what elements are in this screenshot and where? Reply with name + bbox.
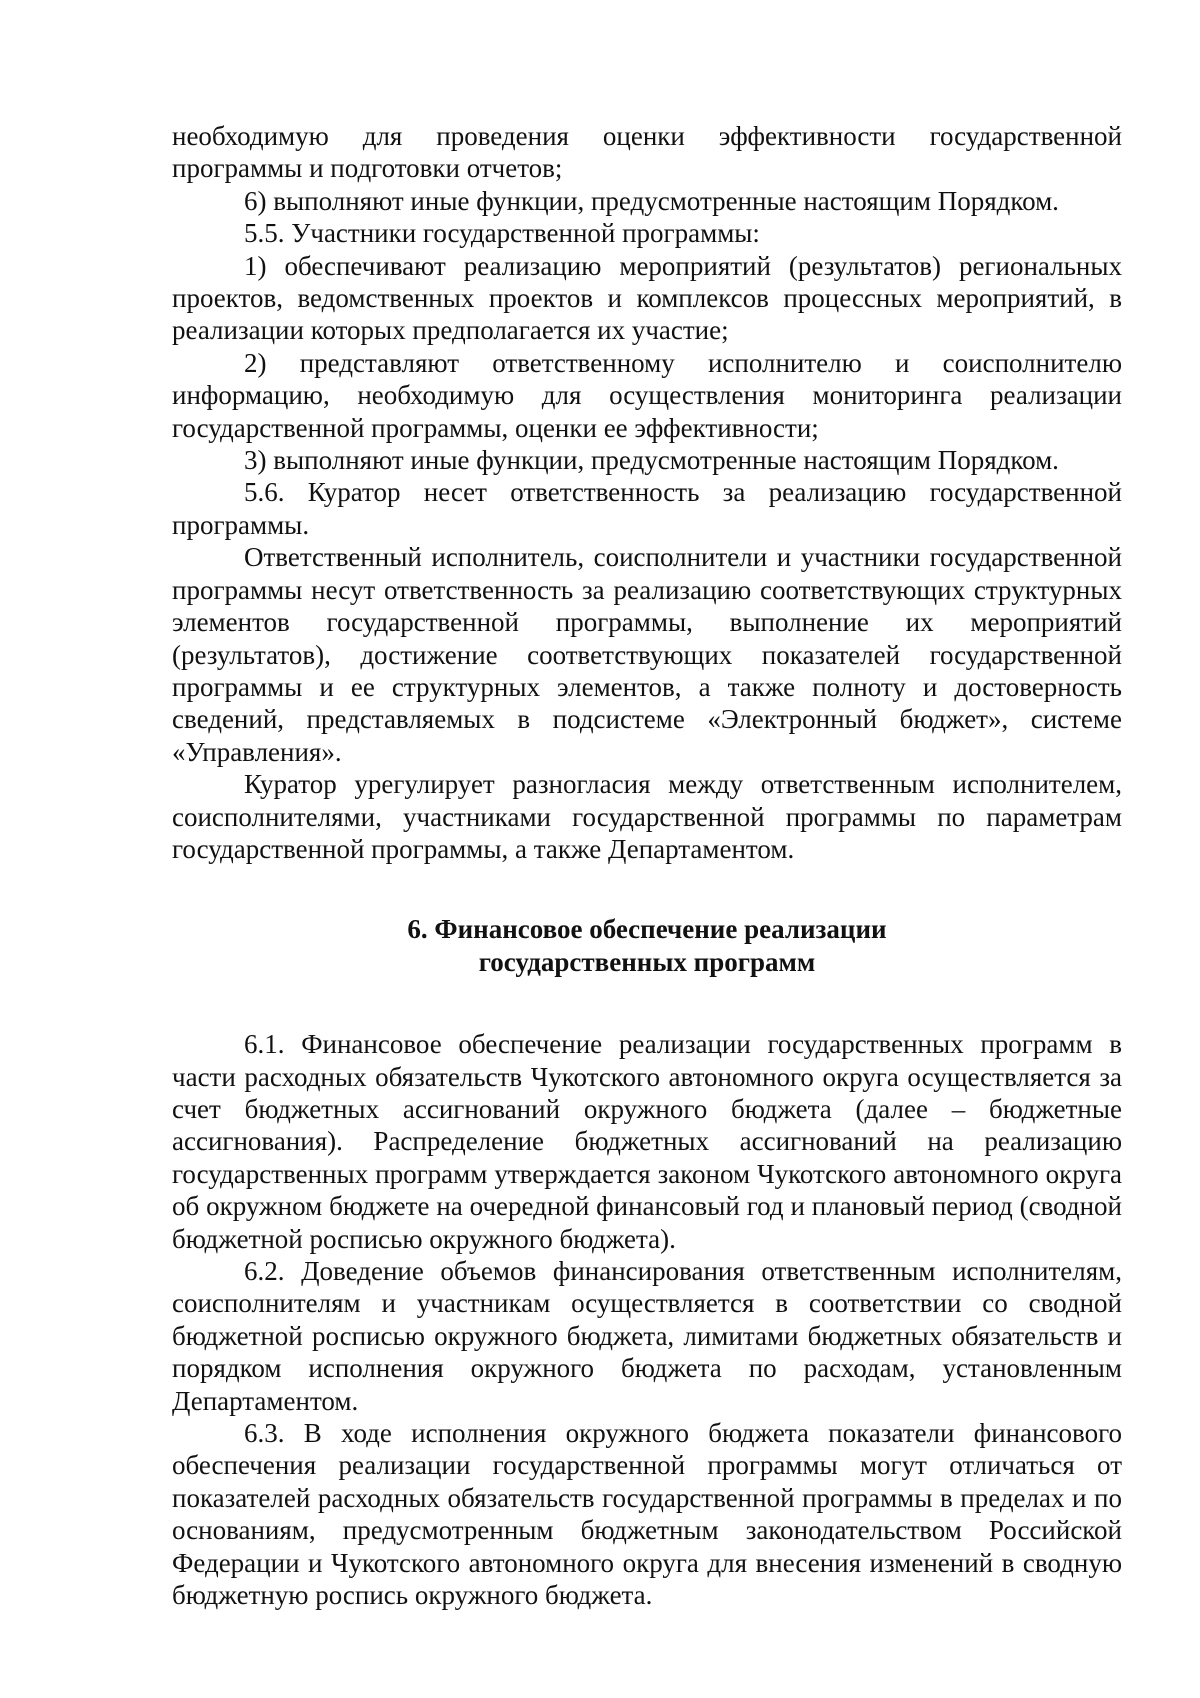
paragraph-5-5-item-1: 1) обеспечивают реализацию мероприятий (результатов) региональных проектов, ведомственных проектов и комплексов процессных мероприятий, в реализации которых предполагается их участие; — [172, 250, 1122, 346]
paragraph-6-2: 6.2. Доведение объемов финансирования ответственным исполнителям, соисполнителям и участникам осуществляется в соответствии со сводной бюджетной росписью окружного бюджета, лимитами бюджетных обязательств и порядком исполнения окружного бюджета по расходам, установленным Департаментом. — [172, 1256, 1122, 1416]
paragraph-5-5: 5.5. Участники государственной программы: — [244, 218, 760, 249]
section-heading — [172, 913, 1122, 978]
paragraph-5-5-item-2: 2) представляют ответственному исполнителю и соисполнителю информацию, необходимую для осуществления мониторинга реализации государственной программы, оценки ее эффективности; — [172, 347, 1122, 443]
paragraph-responsibility: Ответственный исполнитель, соисполнители и участники государственной программы несут ответственность за реализацию соответствующих структурных элементов государственной программы, выполнение их мероприятий (результатов), достижение соответствующих показателей государственной программы и ее структурных элементов, а также полноту и достоверность сведений, представляемых в подсистеме «Электронный бюджет», системе «Управления». — [172, 542, 1122, 767]
paragraph-continuation: необходимую для проведения оценки эффективности государственной программы и подготовки отчетов; — [172, 121, 1122, 184]
section-6-body — [172, 1028, 1122, 1611]
section-heading-line-2: государственных программ — [478, 946, 816, 977]
section-heading-line-1: 6. Финансовое обеспечение реализации — [407, 914, 887, 945]
paragraph-5-5-item-3: 3) выполняют иные функции, предусмотренные настоящим Порядком. — [244, 445, 1059, 476]
document-body — [172, 120, 1122, 1611]
paragraph-curator: Куратор урегулирует разногласия между ответственным исполнителем, соисполнителями, участниками государственной программы по параметрам государственной программы, а также Департаментом. — [172, 769, 1122, 864]
paragraph-item-6-functions: 6) выполняют иные функции, предусмотренные настоящим Порядком. — [244, 185, 1059, 216]
paragraph-5-6: 5.6. Куратор несет ответственность за реализацию государственной программы. — [172, 477, 1122, 540]
paragraph-6-1: 6.1. Финансовое обеспечение реализации государственных программ в части расходных обязательств Чукотского автономного округа осуществляется за счет бюджетных ассигнований окружного бюджета (далее – бюджетные ассигнования). Распределение бюджетных ассигнований на реализацию государственных программ утверждается законом Чукотского автономного округа об окружном бюджете на очередной финансовый год и плановый период (сводной бюджетной росписью окружного бюджета). — [172, 1029, 1122, 1254]
paragraph-6-3: 6.3. В ходе исполнения окружного бюджета показатели финансового обеспечения реализации государственной программы могут отличаться от показателей расходных обязательств государственной программы в пределах и по основаниям, предусмотренным бюджетным законодательством Российской Федерации и Чукотского автономного округа для внесения изменений в сводную бюджетную роспись окружного бюджета. — [172, 1418, 1122, 1611]
